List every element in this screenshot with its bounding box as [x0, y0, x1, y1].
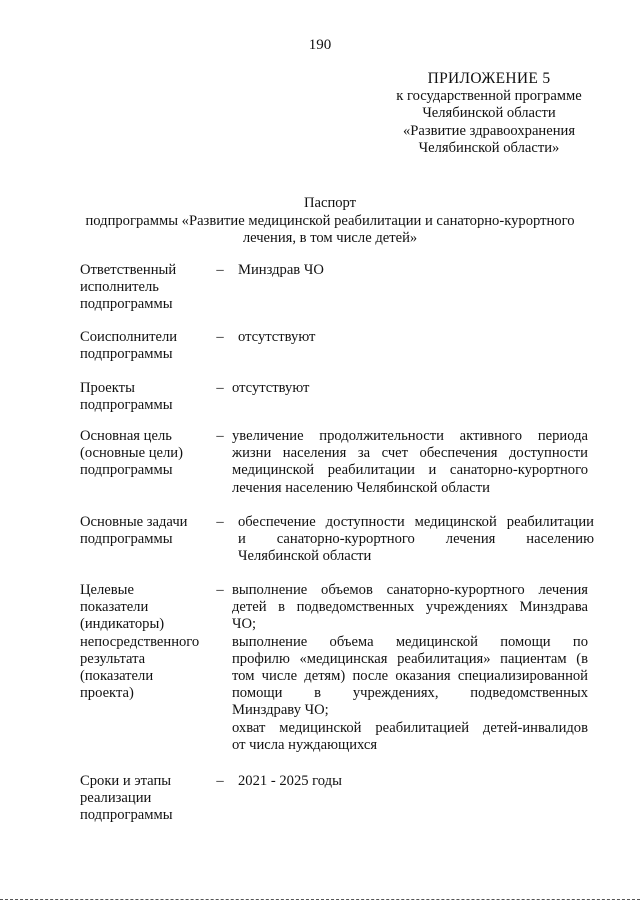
appendix-heading	[360, 70, 618, 157]
row-label	[80, 773, 208, 825]
appendix-line: «Развитие здравоохранения	[402, 122, 576, 139]
row-label-line: Проекты	[80, 380, 135, 396]
row-value-line: лечения населению Челябинской области	[232, 479, 490, 496]
row-label-line: непосредственного	[80, 633, 200, 650]
row-label-line: подпрограммы	[80, 531, 173, 548]
row-value-line: жизни населения за счет обеспечения доступности	[232, 445, 588, 462]
passport-heading	[60, 195, 600, 248]
row-label-line: подпрограммы	[80, 397, 173, 414]
row-label-line: Целевые	[80, 582, 134, 598]
row-label-line: (показатели	[80, 668, 154, 685]
row-dash: –	[216, 262, 224, 278]
row-value-line: том числе детям) после оказания специализированной	[232, 668, 588, 685]
appendix-line: Челябинской области»	[418, 139, 560, 156]
passport-subtitle: лечения, в том числе детей»	[242, 230, 418, 247]
row-label	[80, 329, 208, 363]
row-label-line: проекта)	[80, 685, 134, 702]
scan-edge-divider	[0, 899, 640, 900]
row-value-line: медицинской реабилитации и санаторно-курортного	[232, 462, 588, 479]
row-value-line: охват медицинской реабилитацией детей-инвалидов	[232, 719, 588, 736]
row-value-line: обеспечение доступности медицинской реабилитации	[238, 514, 594, 530]
row-label-line: результата	[80, 650, 146, 667]
page-number: 190	[308, 37, 332, 53]
row-value	[232, 428, 588, 497]
row-dash: –	[216, 329, 224, 345]
row-label	[80, 380, 208, 414]
appendix-line: к государственной программе	[396, 88, 582, 105]
row-dash: –	[216, 773, 224, 789]
row-label-line: реализации	[80, 790, 152, 807]
appendix-title: ПРИЛОЖЕНИЕ 5	[427, 70, 551, 87]
row-label-line: Основные задачи	[80, 514, 188, 530]
row-label-line: (основные цели)	[80, 445, 183, 462]
row-value	[232, 514, 594, 566]
row-label-line: исполнитель	[80, 279, 159, 296]
row-label-line: подпрограммы	[80, 296, 173, 313]
passport-title: Паспорт	[303, 195, 357, 211]
row-label-line: подпрограммы	[80, 462, 173, 479]
row-value-line: детей в подведомственных учреждениях Минздрава	[232, 599, 588, 616]
passport-subtitle: подпрограммы «Развитие медицинской реабилитации и санаторно-курортного	[85, 213, 575, 230]
row-value	[232, 582, 588, 754]
row-label-line: (индикаторы)	[80, 616, 165, 633]
row-label-line: Соисполнители	[80, 329, 178, 345]
row-value-line: Минздраву ЧО;	[232, 702, 329, 719]
row-value-line: Челябинской области	[238, 548, 372, 565]
row-label-line: Основная цель	[80, 428, 172, 444]
row-value-line: 2021 - 2025 годы	[238, 773, 342, 789]
row-value-line: от числа нуждающихся	[232, 736, 378, 753]
row-label	[80, 514, 208, 548]
row-dash: –	[216, 582, 224, 598]
row-label-line: подпрограммы	[80, 807, 173, 824]
row-label	[80, 428, 208, 480]
row-label-line: Ответственный	[80, 262, 177, 278]
row-label-line: Сроки и этапы	[80, 773, 172, 789]
row-label-line: показатели	[80, 599, 149, 616]
row-value-line: и санаторно-курортного лечения населению	[238, 531, 594, 548]
appendix-line: Челябинской области	[422, 105, 556, 122]
row-value-line: профилю «медицинская реабилитация» пациентам (в	[232, 650, 588, 667]
row-value-line: увеличение продолжительности активного периода	[232, 428, 588, 444]
row-value-line: Минздрав ЧО	[238, 262, 324, 278]
row-label	[80, 582, 208, 702]
row-value-line: помощи в учреждениях, подведомственных	[232, 685, 588, 702]
row-value-line: ЧО;	[232, 616, 257, 633]
row-value-line: выполнение объемов санаторно-курортного лечения	[232, 582, 588, 598]
row-value	[232, 262, 594, 279]
row-value	[232, 329, 594, 346]
row-dash: –	[216, 514, 224, 530]
row-dash: –	[216, 428, 224, 444]
row-value	[232, 380, 588, 397]
row-label-line: подпрограммы	[80, 346, 173, 363]
row-value-line: выполнение объема медицинской помощи по	[232, 633, 588, 650]
row-value-line: отсутствуют	[238, 329, 316, 345]
row-value-line: отсутствуют	[232, 380, 310, 396]
row-value	[232, 773, 594, 790]
row-label	[80, 262, 208, 314]
row-dash: –	[216, 380, 224, 396]
